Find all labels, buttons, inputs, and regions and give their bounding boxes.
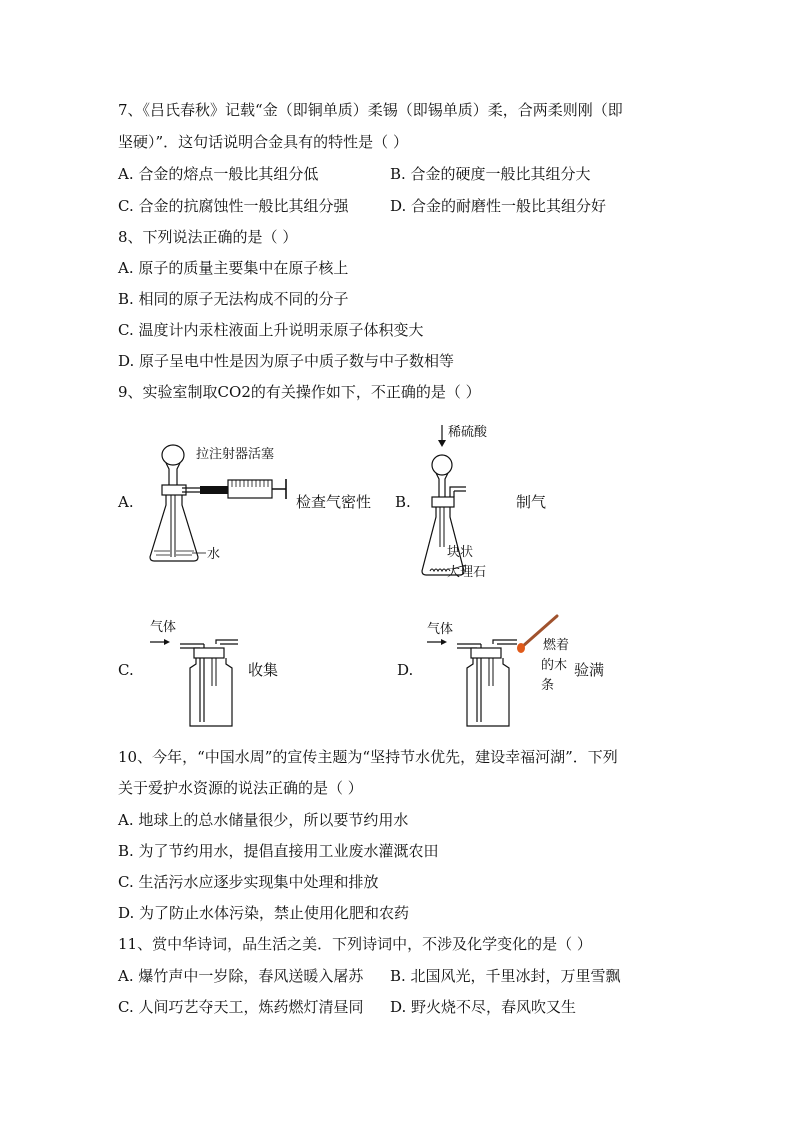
syringe-barrel	[228, 480, 272, 498]
q9-fig-d-stick-label-1: 燃着	[543, 638, 570, 653]
inner-tube	[440, 507, 444, 547]
q11-option-b[interactable]: B. 北国风光，千里冰封，万里雪飘	[390, 967, 621, 985]
stopper	[432, 497, 454, 507]
acid-arrowhead	[438, 440, 446, 447]
q9-fig-d-letter[interactable]: D.	[397, 661, 414, 679]
q9-fig-b-solid-label-1: 块状	[447, 545, 474, 560]
stopper	[471, 648, 501, 658]
gas-bottle	[190, 658, 232, 726]
q9-fig-a-syringe-label: 拉注射器活塞	[196, 447, 275, 462]
q9-fig-d-gas-label: 气体	[427, 622, 454, 637]
q8-stem: 8、下列说法正确的是（ ）	[118, 228, 298, 246]
q8-option-b[interactable]: B. 相同的原子无法构成不同的分子	[118, 290, 349, 308]
q9-fig-c-gas-label: 气体	[150, 620, 177, 635]
q8-option-c[interactable]: C. 温度计内汞柱液面上升说明汞原子体积变大	[118, 321, 424, 339]
q11-option-c[interactable]: C. 人间巧艺夺天工，炼药燃灯清昼同	[118, 998, 364, 1016]
funnel-stem	[436, 473, 448, 497]
funnel-stem	[166, 463, 180, 485]
flame-icon	[517, 643, 525, 653]
q9-fig-b-acid-label: 稀硫酸	[448, 425, 488, 440]
q7-stem-line1: 7、《吕氏春秋》记载“金（即铜单质）柔锡（即锡单质）柔，合两柔则刚（即	[118, 101, 623, 119]
short-tube	[489, 658, 493, 686]
q11-option-a[interactable]: A. 爆竹声中一岁除，春风送暖入屠苏	[118, 967, 364, 985]
q9-fig-c-letter[interactable]: C.	[118, 661, 134, 679]
stopper	[162, 485, 186, 495]
funnel-bulb	[432, 455, 452, 475]
q7-stem-line2: 坚硬）”．这句话说明合金具有的特性是（ ）	[118, 133, 408, 151]
q7-option-b[interactable]: B. 合金的硬度一般比其组分大	[390, 165, 591, 183]
q9-fig-c-caption: 收集	[248, 661, 279, 679]
short-tube	[212, 658, 216, 686]
q9-fig-d-stick-label-2: 的木	[541, 658, 568, 673]
outlet-tube	[216, 640, 238, 644]
stopper	[194, 648, 224, 658]
q7-option-c[interactable]: C. 合金的抗腐蚀性一般比其组分强	[118, 197, 349, 215]
thistle-tube	[171, 495, 175, 557]
q9-stem: 9、实验室制取CO2的有关操作如下，不正确的是（ ）	[118, 383, 481, 401]
gas-bottle	[467, 658, 509, 726]
q9-fig-a-water-label: 水	[207, 547, 221, 562]
q9-fig-d-caption: 验满	[574, 661, 605, 679]
syringe-plunger	[272, 479, 286, 499]
outlet-tube	[493, 640, 517, 644]
q9-fig-b-solid-label-2: 大理石	[447, 565, 487, 580]
q9-fig-c-diagram	[148, 630, 248, 730]
q7-option-d[interactable]: D. 合金的耐磨性一般比其组分好	[390, 197, 607, 215]
q10-stem-line1: 10、今年，“中国水周”的宣传主题为“坚持节水优先，建设幸福河湖”．下列	[118, 748, 618, 766]
q10-option-c[interactable]: C. 生活污水应逐步实现集中处理和排放	[118, 873, 379, 891]
q10-stem-line2: 关于爱护水资源的说法正确的是（ ）	[118, 779, 363, 797]
q8-option-a[interactable]: A. 原子的质量主要集中在原子核上	[118, 259, 349, 277]
q10-option-a[interactable]: A. 地球上的总水储量很少，所以要节约用水	[118, 811, 409, 829]
q9-fig-a-caption: 检查气密性	[296, 493, 372, 511]
q9-fig-b-letter[interactable]: B.	[395, 493, 411, 511]
outlet-tube	[450, 487, 466, 497]
q9-fig-b-caption: 制气	[516, 493, 547, 511]
q7-option-a[interactable]: A. 合金的熔点一般比其组分低	[118, 165, 319, 183]
q10-option-b[interactable]: B. 为了节约用水，提倡直接用工业废水灌溉农田	[118, 842, 439, 860]
q9-fig-a-letter[interactable]: A.	[118, 493, 134, 511]
q8-option-d[interactable]: D. 原子呈电中性是因为原子中质子数与中子数相等	[118, 352, 455, 370]
q11-option-d[interactable]: D. 野火烧不尽，春风吹又生	[390, 998, 577, 1016]
q9-fig-d-stick-label-3: 条	[541, 678, 555, 693]
gas-arrowhead	[164, 639, 170, 645]
q10-option-d[interactable]: D. 为了防止水体污染，禁止使用化肥和农药	[118, 904, 410, 922]
rubber-tube	[200, 486, 228, 494]
water-surface	[154, 551, 194, 555]
q11-stem: 11、赏中华诗词，品生活之美．下列诗词中，不涉及化学变化的是（ ）	[118, 935, 592, 953]
funnel-bulb	[162, 445, 184, 465]
